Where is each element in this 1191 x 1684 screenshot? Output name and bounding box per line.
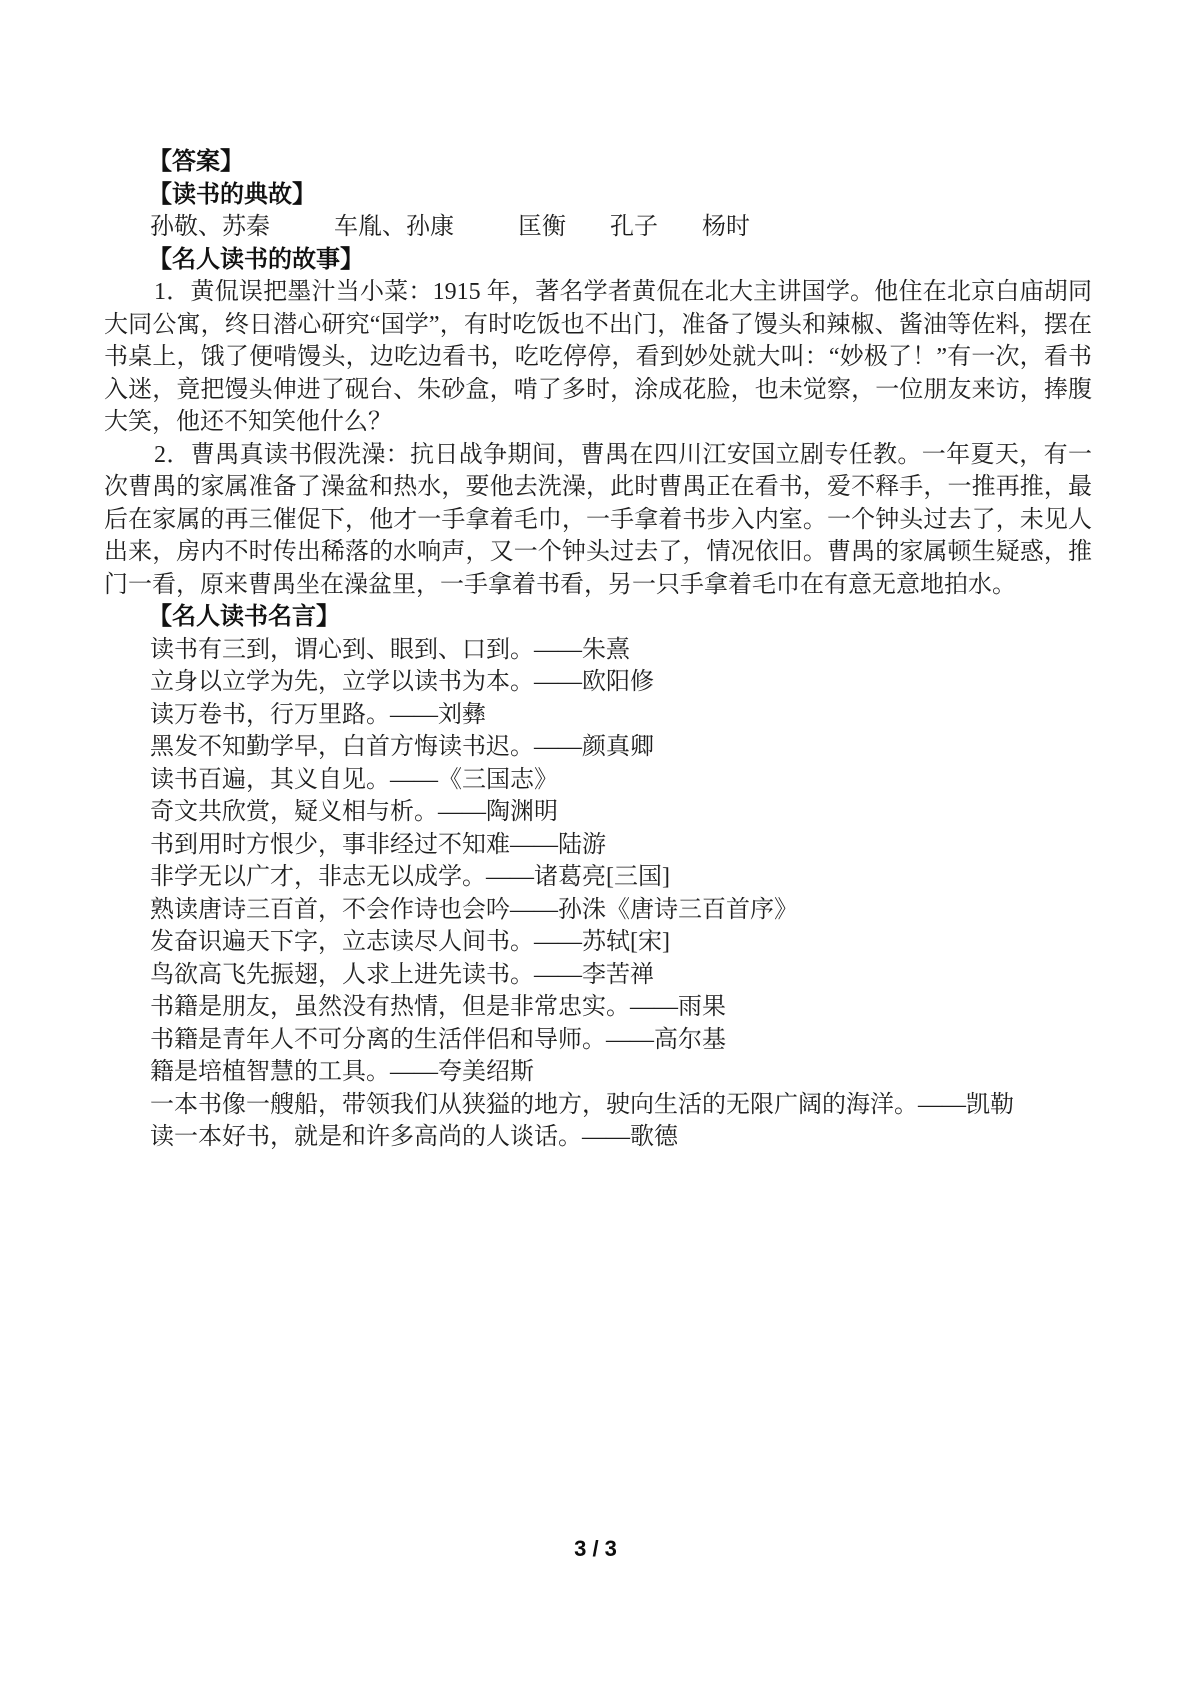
quote-line: 读一本好书，就是和许多高尚的人谈话。——歌德 — [150, 1124, 678, 1150]
quotes-heading: 【名人读书名言】 — [148, 603, 340, 630]
document-content — [104, 146, 1092, 1154]
page-footer — [0, 1536, 1191, 1562]
quote-line: 书到用时方恨少，事非经过不知难——陆游 — [150, 831, 606, 858]
page-number: 3 / 3 — [574, 1536, 617, 1561]
quote-line: 书籍是朋友，虽然没有热情，但是非常忠实。——雨果 — [150, 994, 726, 1020]
quote-line: 奇文共欣赏，疑义相与析。——陶渊明 — [150, 799, 558, 825]
quote-line: 书籍是青年人不可分离的生活伴侣和导师。——高尔基 — [150, 1026, 726, 1053]
story-paragraph-caoyu: 2．曹禺真读书假洗澡：抗日战争期间，曹禺在四川江安国立剧专任教。一年夏天，有一次曹禺的家属准备了澡盆和热水，要他去洗澡，此时曹禺正在看书，爱不释手，一推再推，最后在家属的再三催促下，他才一手拿着毛巾，一手拿着书步入内室。一个钟头过去了，未见人出来，房内不时传出稀落的水响声，又一个钟头过去了，情况依旧。曹禺的家属顿生疑惑，推门一看，原来曹禺坐在澡盆里，一手拿着书看，另一只手拿着毛巾在有意无意地拍水。 — [104, 441, 1092, 598]
allusion-name-group: 孔子 — [610, 214, 658, 240]
quote-line: 读书有三到，谓心到、眼到、口到。——朱熹 — [150, 636, 630, 663]
quote-line: 读书百遍，其义自见。——《三国志》 — [150, 766, 558, 793]
allusion-name-group: 车胤、孙康 — [334, 214, 454, 240]
quote-line: 发奋识遍天下字，立志读尽人间书。——苏轼[宋] — [150, 929, 670, 955]
quote-line: 黑发不知勤学早，白首方悔读书迟。——颜真卿 — [150, 734, 654, 760]
allusion-names-line — [150, 211, 1092, 244]
quote-line: 熟读唐诗三百首，不会作诗也会吟——孙洙《唐诗三百首序》 — [150, 896, 798, 923]
quotes-list — [104, 634, 1092, 1154]
quote-line: 籍是培植智慧的工具。——夸美绍斯 — [150, 1059, 534, 1085]
allusion-name-group: 孙敬、苏秦 — [150, 214, 270, 240]
allusion-name-group: 杨时 — [702, 214, 750, 240]
allusions-heading: 【读书的典故】 — [148, 180, 316, 208]
quote-line: 非学无以广才，非志无以成学。——诸葛亮[三国] — [150, 864, 670, 890]
answer-heading: 【答案】 — [148, 148, 244, 175]
stories-heading: 【名人读书的故事】 — [148, 245, 364, 273]
quote-line: 鸟欲高飞先振翅，人求上进先读书。——李苦禅 — [150, 961, 654, 988]
allusion-name-group: 匡衡 — [518, 214, 566, 240]
quote-line: 立身以立学为先，立学以读书为本。——欧阳修 — [150, 669, 654, 695]
quote-line: 一本书像一艘船，带领我们从狭獈的地方，驶向生活的无限广阔的海洋。——凯勒 — [150, 1091, 1014, 1118]
quote-line: 读万卷书，行万里路。——刘彝 — [150, 701, 486, 728]
story-paragraph-huangkan: 1．黄侃误把墨汁当小菜：1915 年，著名学者黄侃在北大主讲国学。他住在北京白庙胡同大同公寓，终日潜心研究“国学”，有时吃饭也不出门，准备了馒头和辣椒、酱油等佐料，摆在书桌上，饿了便啃馒头，边吃边看书，吃吃停停，看到妙处就大叫：“妙极了！”有一次，看书入迷，竟把馒头伸进了砚台、朱砂盒，啃了多时，涂成花脸，也未觉察，一位朋友来访，捧腹大笑，他还不知笑他什么？ — [104, 279, 1092, 435]
